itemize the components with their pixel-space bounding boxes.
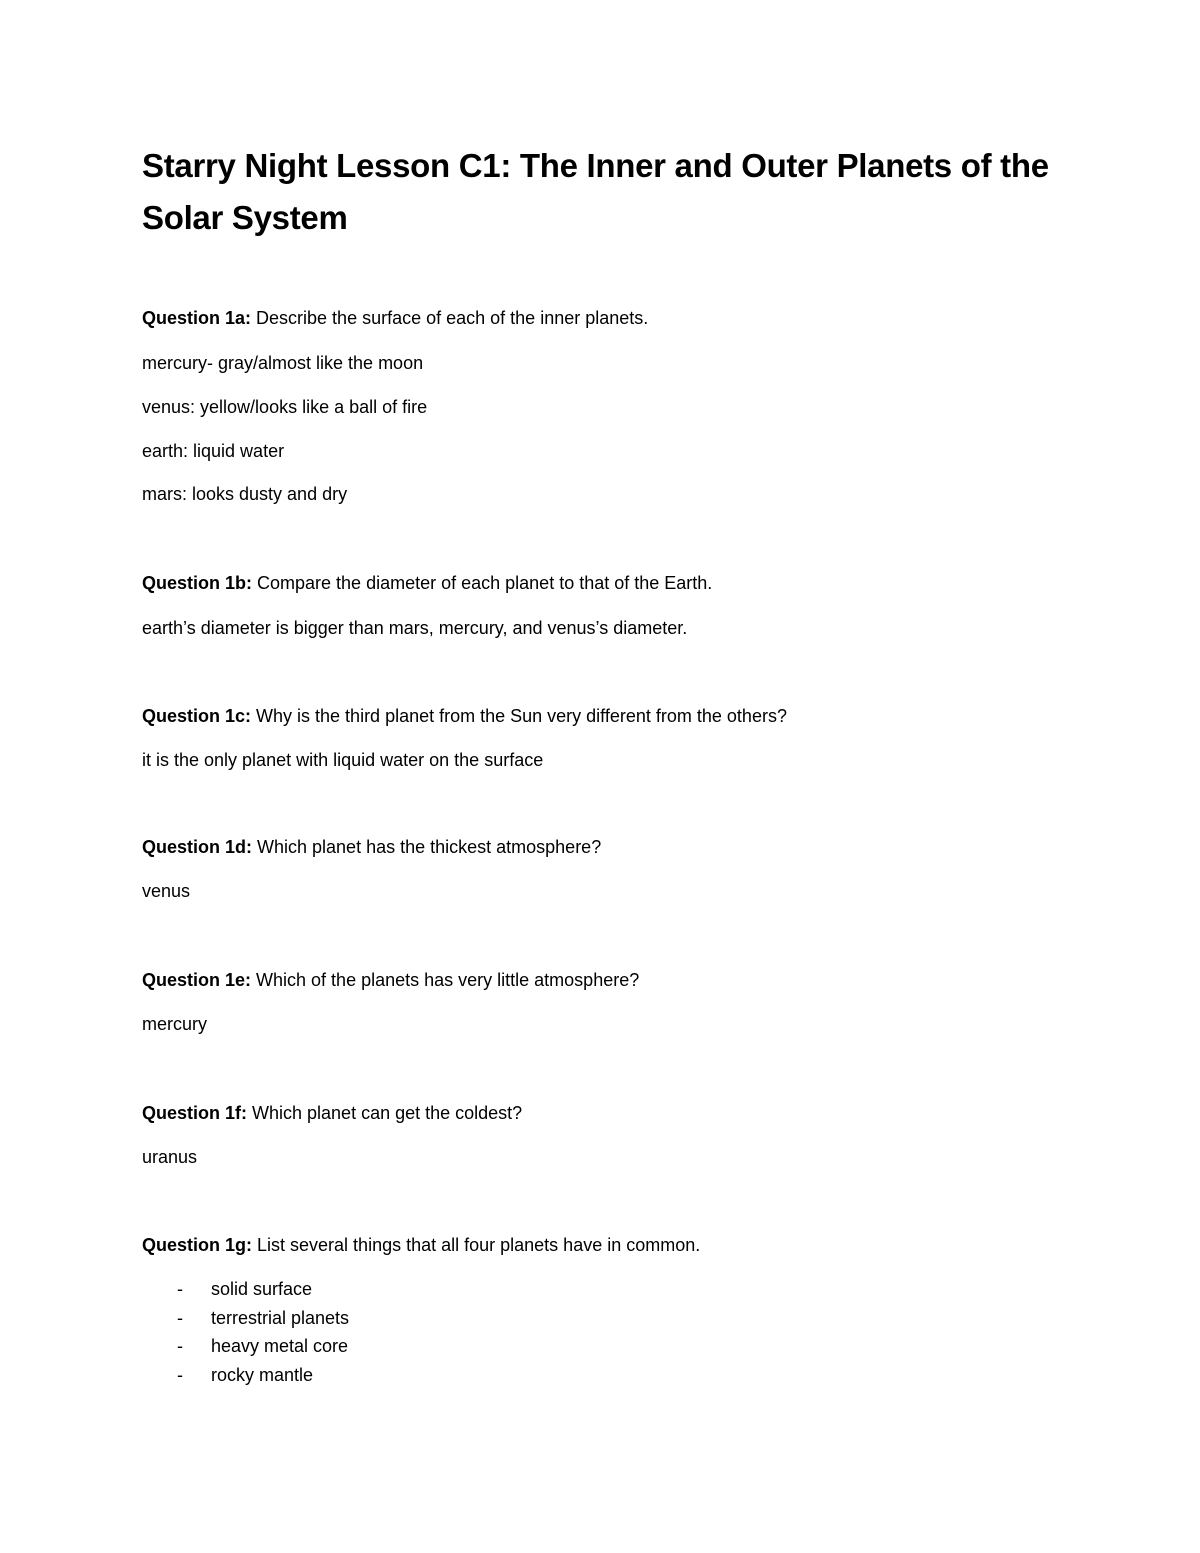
answer-line: earth’s diameter is bigger than mars, mercury, and venus’s diameter. xyxy=(142,618,688,638)
question-text: Which of the planets has very little atmosphere? xyxy=(251,970,640,990)
bullet-text: heavy metal core xyxy=(211,1336,349,1356)
question-label: Question 1e: xyxy=(142,970,252,990)
question-text: Which planet can get the coldest? xyxy=(247,1103,523,1123)
bullet-dash: - xyxy=(177,1279,183,1299)
question-text: Compare the diameter of each planet to that of the Earth. xyxy=(252,573,713,593)
bullet-text: solid surface xyxy=(211,1279,313,1299)
question-text: Why is the third planet from the Sun very different from the others? xyxy=(251,706,787,726)
question-label: Question 1d: xyxy=(142,837,253,857)
bullet-dash: - xyxy=(177,1364,183,1385)
answer-line: venus xyxy=(142,881,191,901)
question-1g xyxy=(142,1233,700,1257)
question-label: Question 1c: xyxy=(142,706,252,726)
answer-line: uranus xyxy=(142,1147,198,1167)
question-label: Question 1g: xyxy=(142,1235,253,1255)
question-1f xyxy=(142,1101,522,1125)
answer-line: mercury xyxy=(142,1014,208,1034)
question-label: Question 1f: xyxy=(142,1103,248,1123)
answer-line: mars: looks dusty and dry xyxy=(142,484,348,504)
answer-line: earth: liquid water xyxy=(142,441,285,461)
question-text: List several things that all four planets have in common. xyxy=(252,1235,701,1255)
bullet-dash: - xyxy=(177,1307,183,1328)
question-text: Describe the surface of each of the inner planets. xyxy=(251,308,649,328)
question-1b xyxy=(142,571,712,595)
bullet-text: terrestrial planets xyxy=(211,1307,350,1328)
answer-line: mercury- gray/almost like the moon xyxy=(142,353,424,373)
question-text: Which planet has the thickest atmosphere? xyxy=(252,837,602,857)
answer-line: it is the only planet with liquid water on the surface xyxy=(142,750,544,770)
question-label: Question 1a: xyxy=(142,308,252,328)
question-1d xyxy=(142,835,601,859)
bullet-dash: - xyxy=(177,1336,183,1356)
question-1e xyxy=(142,968,639,992)
answer-line: venus: yellow/looks like a ball of fire xyxy=(142,397,428,417)
question-1c xyxy=(142,704,787,728)
bullet-text: rocky mantle xyxy=(211,1364,314,1385)
question-1a xyxy=(142,306,648,330)
question-label: Question 1b: xyxy=(142,573,253,593)
document-title: Starry Night Lesson C1: The Inner and Outer Planets of the Solar System xyxy=(142,147,1049,236)
